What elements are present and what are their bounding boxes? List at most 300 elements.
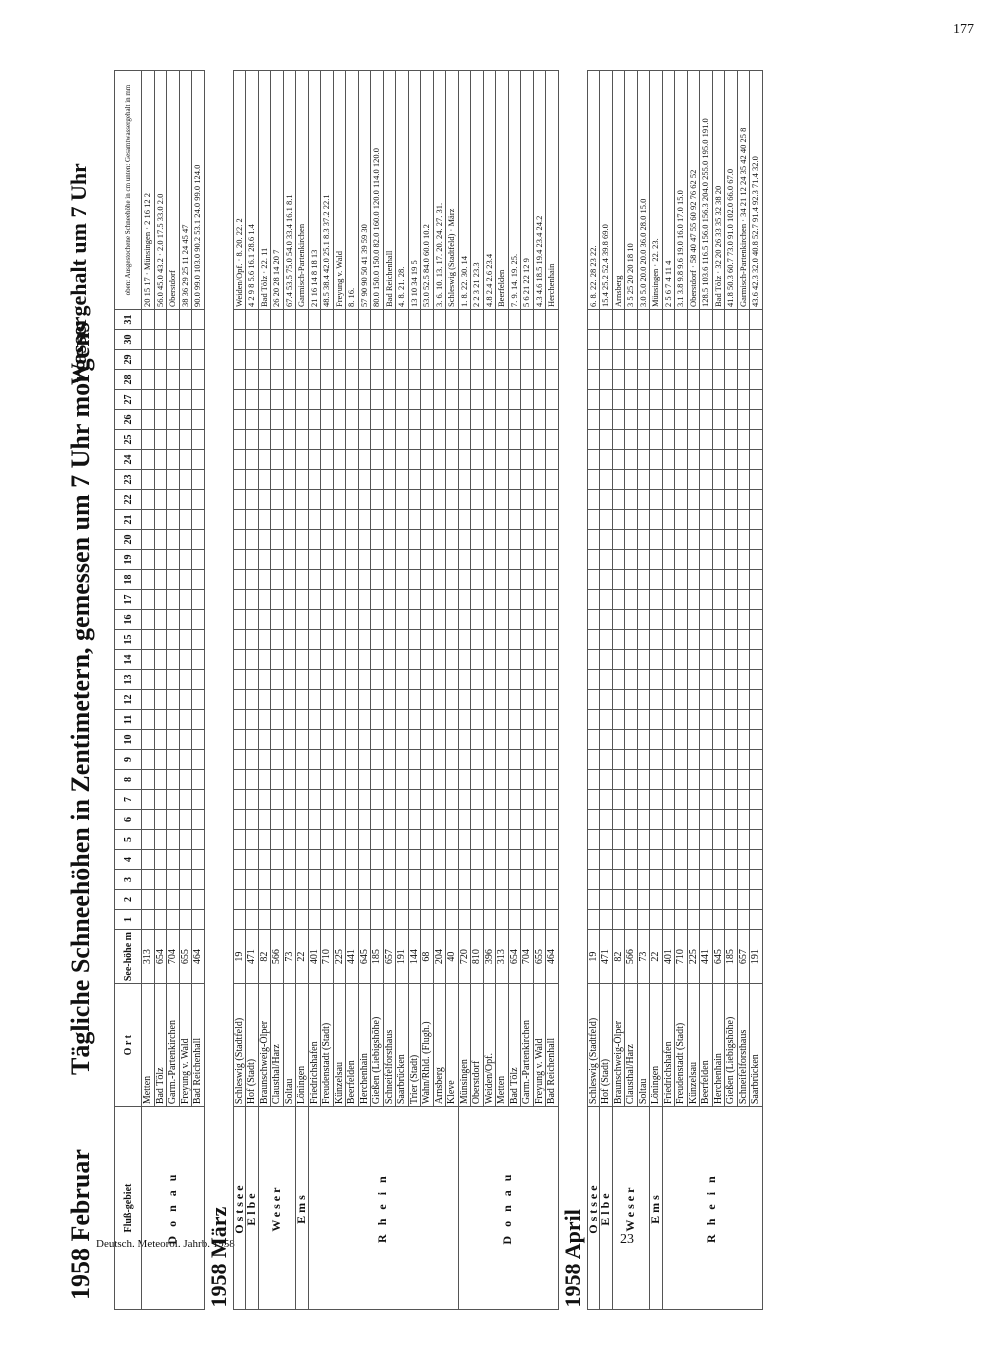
day-cell	[258, 530, 271, 550]
day-cell	[458, 870, 471, 890]
day-cell	[508, 630, 521, 650]
day-cell	[737, 710, 750, 730]
altitude-cell: 19	[233, 930, 246, 984]
place-cell: Clausthal/Harz	[625, 984, 638, 1107]
day-cell	[637, 330, 650, 350]
day-cell	[246, 870, 259, 890]
day-cell	[687, 570, 700, 590]
day-cell	[533, 710, 546, 730]
day-cell	[612, 450, 625, 470]
day-cell	[508, 730, 521, 750]
day-cell	[612, 370, 625, 390]
day-cell	[296, 770, 309, 790]
day-cell	[687, 730, 700, 750]
day-cell	[533, 670, 546, 690]
altitude-cell: 191	[396, 930, 409, 984]
river-basin-cell: Ems	[650, 1107, 663, 1310]
day-cell	[446, 890, 459, 910]
day-cell	[700, 670, 713, 690]
day-cell	[533, 570, 546, 590]
day-cell	[333, 750, 346, 770]
day-cell	[179, 830, 192, 850]
day-cell	[333, 490, 346, 510]
day-cell	[725, 870, 738, 890]
day-cell	[725, 510, 738, 530]
day-cell	[546, 570, 559, 590]
day-cell	[321, 730, 334, 750]
day-cell	[179, 490, 192, 510]
day-cell	[650, 330, 663, 350]
day-cell	[371, 550, 384, 570]
day-cell	[321, 570, 334, 590]
table-row	[612, 71, 625, 1310]
day-cell	[283, 550, 296, 570]
place-cell: Kleve	[446, 984, 459, 1107]
day-cell	[192, 650, 205, 670]
day-cell	[408, 890, 421, 910]
col-day-2: 2	[115, 890, 142, 910]
day-cell	[358, 450, 371, 470]
day-cell	[179, 330, 192, 350]
day-cell	[283, 570, 296, 590]
day-cell	[725, 630, 738, 650]
col-day-12: 12	[115, 690, 142, 710]
day-cell	[333, 790, 346, 810]
day-cell	[521, 690, 534, 710]
day-cell	[521, 850, 534, 870]
place-cell: Braunschweig-Ölper	[612, 984, 625, 1107]
day-cell	[358, 430, 371, 450]
day-cell	[296, 710, 309, 730]
day-cell	[625, 450, 638, 470]
day-cell	[458, 430, 471, 450]
day-cell	[483, 610, 496, 630]
day-cell	[675, 670, 688, 690]
day-cell	[296, 610, 309, 630]
day-cell	[233, 830, 246, 850]
day-cell	[471, 330, 484, 350]
day-cell	[258, 450, 271, 470]
day-cell	[346, 850, 359, 870]
altitude-cell: 810	[471, 930, 484, 984]
day-cell	[408, 590, 421, 610]
table-header-row	[115, 71, 142, 1310]
day-cell	[750, 890, 763, 910]
day-cell	[296, 750, 309, 770]
day-cell	[271, 590, 284, 610]
day-cell	[358, 350, 371, 370]
day-cell	[687, 470, 700, 490]
day-cell	[625, 710, 638, 730]
day-cell	[308, 350, 321, 370]
day-cell	[433, 430, 446, 450]
day-cell	[700, 690, 713, 710]
day-cell	[675, 430, 688, 450]
day-cell	[533, 390, 546, 410]
day-cell	[371, 850, 384, 870]
day-cell	[346, 430, 359, 450]
day-cell	[371, 570, 384, 590]
water-content-cell: Oberstdorf	[167, 71, 180, 310]
day-cell	[700, 890, 713, 910]
day-cell	[446, 330, 459, 350]
day-cell	[271, 470, 284, 490]
day-cell	[675, 790, 688, 810]
day-cell	[408, 610, 421, 630]
day-cell	[687, 410, 700, 430]
day-cell	[296, 790, 309, 810]
altitude-cell: 68	[421, 930, 434, 984]
day-cell	[167, 890, 180, 910]
day-cell	[546, 790, 559, 810]
day-cell	[587, 430, 600, 450]
day-cell	[600, 470, 613, 490]
day-cell	[371, 710, 384, 730]
day-cell	[533, 910, 546, 930]
day-cell	[308, 310, 321, 330]
day-cell	[142, 770, 155, 790]
day-cell	[700, 910, 713, 930]
day-cell	[333, 430, 346, 450]
day-cell	[446, 770, 459, 790]
day-cell	[458, 690, 471, 710]
day-cell	[625, 630, 638, 650]
day-cell	[712, 330, 725, 350]
day-cell	[483, 830, 496, 850]
day-cell	[421, 890, 434, 910]
water-content-cell: 56.0 45.0 43.2 · 2.0 17.5 33.0 2.0	[154, 71, 167, 310]
river-basin-cell: Ems	[296, 1107, 309, 1310]
day-cell	[496, 730, 509, 750]
day-cell	[521, 810, 534, 830]
day-cell	[675, 510, 688, 530]
day-cell	[321, 850, 334, 870]
day-cell	[612, 530, 625, 550]
day-cell	[712, 370, 725, 390]
day-cell	[637, 350, 650, 370]
day-cell	[725, 390, 738, 410]
day-cell	[421, 810, 434, 830]
day-cell	[167, 370, 180, 390]
day-cell	[167, 510, 180, 530]
day-cell	[508, 850, 521, 870]
day-cell	[142, 730, 155, 750]
day-cell	[192, 890, 205, 910]
day-cell	[483, 410, 496, 430]
day-cell	[458, 310, 471, 330]
day-cell	[308, 750, 321, 770]
day-cell	[179, 610, 192, 630]
day-cell	[675, 490, 688, 510]
day-cell	[650, 630, 663, 650]
day-cell	[750, 730, 763, 750]
day-cell	[496, 530, 509, 550]
day-cell	[421, 550, 434, 570]
table-row	[650, 71, 663, 1310]
day-cell	[521, 590, 534, 610]
day-cell	[546, 450, 559, 470]
day-cell	[396, 430, 409, 450]
day-cell	[296, 510, 309, 530]
day-cell	[446, 590, 459, 610]
day-cell	[533, 350, 546, 370]
day-cell	[471, 410, 484, 430]
day-cell	[625, 670, 638, 690]
day-cell	[650, 610, 663, 630]
day-cell	[637, 530, 650, 550]
day-cell	[471, 470, 484, 490]
day-cell	[712, 350, 725, 370]
day-cell	[383, 510, 396, 530]
day-cell	[246, 630, 259, 650]
day-cell	[283, 310, 296, 330]
day-cell	[508, 770, 521, 790]
day-cell	[192, 510, 205, 530]
day-cell	[383, 370, 396, 390]
day-cell	[283, 830, 296, 850]
day-cell	[533, 810, 546, 830]
day-cell	[496, 450, 509, 470]
day-cell	[154, 770, 167, 790]
day-cell	[154, 710, 167, 730]
day-cell	[725, 370, 738, 390]
day-cell	[358, 470, 371, 490]
place-cell: Bad Tölz	[508, 984, 521, 1107]
day-cell	[483, 510, 496, 530]
day-cell	[233, 710, 246, 730]
place-cell: Braunschweig-Ölper	[258, 984, 271, 1107]
day-cell	[142, 710, 155, 730]
day-cell	[321, 350, 334, 370]
day-cell	[662, 670, 675, 690]
day-cell	[371, 770, 384, 790]
day-cell	[433, 870, 446, 890]
day-cell	[321, 790, 334, 810]
day-cell	[358, 570, 371, 590]
day-cell	[496, 430, 509, 450]
day-cell	[587, 790, 600, 810]
day-cell	[533, 650, 546, 670]
water-content-cell: 3 5 25 20 20 18 10	[625, 71, 638, 310]
col-day-24: 24	[115, 450, 142, 470]
day-cell	[154, 830, 167, 850]
day-cell	[283, 870, 296, 890]
day-cell	[737, 550, 750, 570]
day-cell	[408, 910, 421, 930]
altitude-cell: 144	[408, 930, 421, 984]
table-row	[600, 71, 613, 1310]
day-cell	[546, 350, 559, 370]
day-cell	[625, 810, 638, 830]
day-cell	[296, 490, 309, 510]
table-body	[142, 71, 763, 1310]
day-cell	[483, 870, 496, 890]
day-cell	[308, 670, 321, 690]
day-cell	[650, 810, 663, 830]
day-cell	[358, 590, 371, 610]
day-cell	[600, 350, 613, 370]
day-cell	[233, 310, 246, 330]
day-cell	[358, 690, 371, 710]
day-cell	[408, 470, 421, 490]
water-content-cell: 128.5 103.6 116.5 156.0 156.3 204.0 255.0 195.0 191.0	[700, 71, 713, 310]
day-cell	[283, 330, 296, 350]
day-cell	[408, 510, 421, 530]
place-cell: Metten	[496, 984, 509, 1107]
section-heading: 1958 März	[205, 1206, 231, 1308]
day-cell	[233, 790, 246, 810]
day-cell	[142, 330, 155, 350]
day-cell	[750, 550, 763, 570]
day-cell	[371, 870, 384, 890]
day-cell	[371, 430, 384, 450]
day-cell	[308, 590, 321, 610]
day-cell	[142, 750, 155, 770]
day-cell	[625, 750, 638, 770]
table-row	[458, 71, 471, 1310]
day-cell	[650, 390, 663, 410]
day-cell	[675, 450, 688, 470]
day-cell	[625, 690, 638, 710]
day-cell	[750, 650, 763, 670]
day-cell	[612, 550, 625, 570]
day-cell	[408, 410, 421, 430]
day-cell	[587, 370, 600, 390]
day-cell	[446, 470, 459, 490]
day-cell	[725, 810, 738, 830]
day-cell	[725, 650, 738, 670]
day-cell	[637, 630, 650, 650]
day-cell	[533, 550, 546, 570]
day-cell	[383, 690, 396, 710]
day-cell	[750, 410, 763, 430]
day-cell	[521, 650, 534, 670]
day-cell	[321, 390, 334, 410]
day-cell	[167, 450, 180, 470]
place-cell: Löningen	[296, 984, 309, 1107]
day-cell	[233, 850, 246, 870]
day-cell	[333, 730, 346, 750]
day-cell	[700, 370, 713, 390]
place-cell: Hof (Stadt)	[600, 984, 613, 1107]
day-cell	[346, 350, 359, 370]
water-content-cell: Schleswig (Stadtfeld) · März	[446, 71, 459, 310]
day-cell	[142, 470, 155, 490]
day-cell	[712, 490, 725, 510]
day-cell	[737, 890, 750, 910]
water-content-cell: Münsingen · 22. 23.	[650, 71, 663, 310]
day-cell	[637, 750, 650, 770]
day-cell	[750, 450, 763, 470]
day-cell	[600, 850, 613, 870]
day-cell	[271, 810, 284, 830]
day-cell	[421, 470, 434, 490]
day-cell	[625, 410, 638, 430]
day-cell	[612, 770, 625, 790]
col-day-31: 31	[115, 310, 142, 330]
day-cell	[687, 650, 700, 670]
day-cell	[687, 890, 700, 910]
day-cell	[700, 650, 713, 670]
day-cell	[271, 570, 284, 590]
col-day-25: 25	[115, 430, 142, 450]
day-cell	[296, 470, 309, 490]
day-cell	[142, 830, 155, 850]
day-cell	[725, 330, 738, 350]
col-day-19: 19	[115, 550, 142, 570]
day-cell	[433, 390, 446, 410]
day-cell	[258, 390, 271, 410]
day-cell	[321, 510, 334, 530]
day-cell	[142, 370, 155, 390]
place-cell: Freyung v. Wald	[533, 984, 546, 1107]
day-cell	[383, 770, 396, 790]
day-cell	[737, 590, 750, 610]
day-cell	[258, 910, 271, 930]
day-cell	[308, 530, 321, 550]
day-cell	[421, 690, 434, 710]
day-cell	[483, 590, 496, 610]
day-cell	[508, 890, 521, 910]
altitude-cell: 464	[192, 930, 205, 984]
day-cell	[321, 670, 334, 690]
day-cell	[346, 770, 359, 790]
day-cell	[471, 610, 484, 630]
day-cell	[192, 810, 205, 830]
water-content-cell: 21 16 14 8 18 13	[308, 71, 321, 310]
day-cell	[725, 710, 738, 730]
water-content-cell: 80.0 150.0 150.0 82.0 160.0 120.0 114.0 120.0	[371, 71, 384, 310]
day-cell	[321, 810, 334, 830]
day-cell	[712, 390, 725, 410]
day-cell	[167, 310, 180, 330]
day-cell	[712, 750, 725, 770]
day-cell	[483, 690, 496, 710]
day-cell	[521, 730, 534, 750]
day-cell	[433, 330, 446, 350]
day-cell	[167, 390, 180, 410]
day-cell	[458, 850, 471, 870]
day-cell	[521, 570, 534, 590]
day-cell	[421, 450, 434, 470]
water-content-cell: 4. 8. 21. 28.	[396, 71, 409, 310]
day-cell	[508, 330, 521, 350]
day-cell	[233, 390, 246, 410]
day-cell	[308, 470, 321, 490]
day-cell	[587, 330, 600, 350]
day-cell	[600, 910, 613, 930]
day-cell	[737, 470, 750, 490]
day-cell	[446, 630, 459, 650]
day-cell	[587, 530, 600, 550]
day-cell	[471, 310, 484, 330]
day-cell	[346, 530, 359, 550]
day-cell	[521, 670, 534, 690]
day-cell	[179, 870, 192, 890]
day-cell	[433, 370, 446, 390]
day-cell	[167, 830, 180, 850]
day-cell	[546, 470, 559, 490]
day-cell	[333, 710, 346, 730]
day-cell	[496, 690, 509, 710]
day-cell	[371, 830, 384, 850]
day-cell	[258, 470, 271, 490]
day-cell	[700, 390, 713, 410]
day-cell	[625, 570, 638, 590]
day-cell	[371, 410, 384, 430]
day-cell	[546, 650, 559, 670]
day-cell	[233, 350, 246, 370]
